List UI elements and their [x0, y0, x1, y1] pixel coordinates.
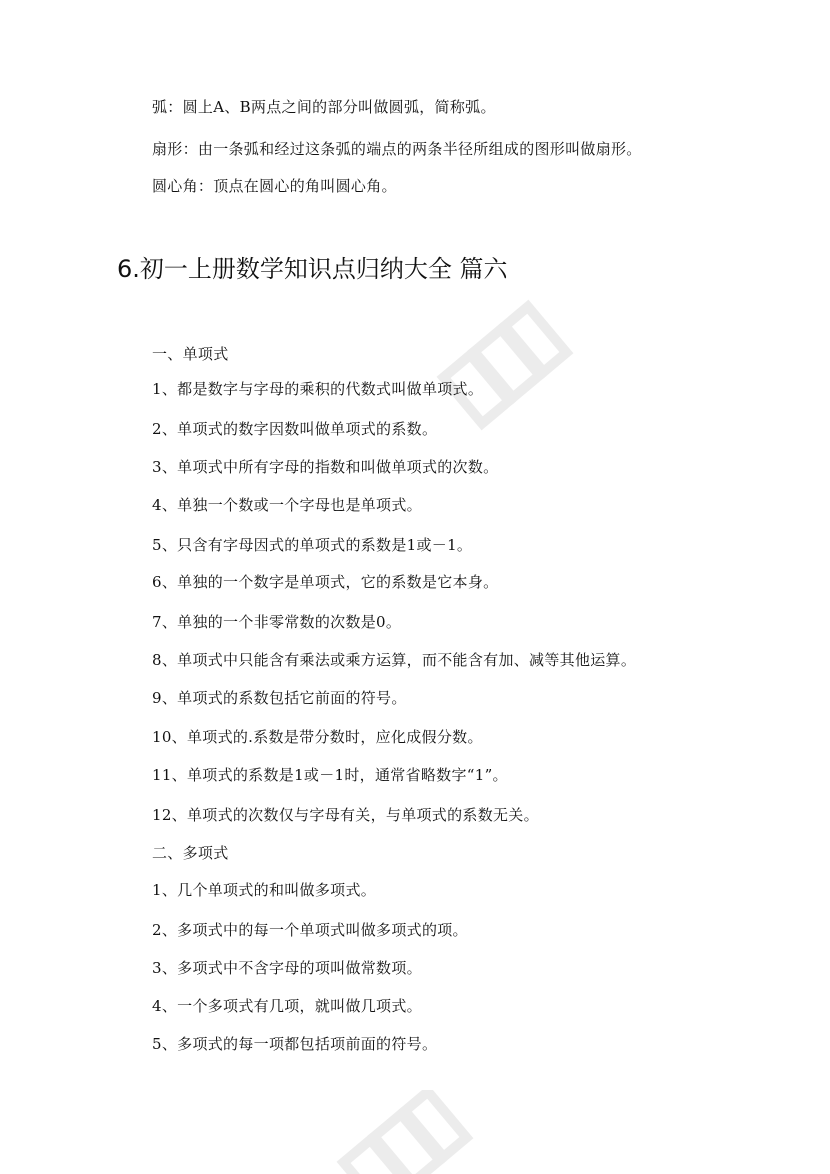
list-item: 11、单项式的系数是1或－1时，通常省略数字“1”。: [152, 766, 508, 784]
list-item: 3、多项式中不含字母的项叫做常数项。: [152, 959, 422, 977]
list-item: 7、单独的一个非零常数的次数是0。: [152, 613, 402, 631]
intro-line: 圆心角：顶点在圆心的角叫圆心角。: [152, 177, 397, 195]
list-item: 10、单项式的.系数是带分数时，应化成假分数。: [152, 728, 483, 746]
list-item: 4、单独一个数或一个字母也是单项式。: [152, 496, 422, 514]
list-item: 2、单项式的数字因数叫做单项式的系数。: [152, 420, 438, 438]
list-item: 5、只含有字母因式的单项式的系数是1或－1。: [152, 536, 473, 554]
list-item: 8、单项式中只能含有乘法或乘方运算，而不能含有加、减等其他运算。: [152, 651, 637, 669]
list-item: 6、单独的一个数字是单项式，它的系数是它本身。: [152, 573, 499, 591]
list-item: 12、单项式的次数仅与字母有关，与单项式的系数无关。: [152, 806, 539, 824]
intro-line: 扇形：由一条弧和经过这条弧的端点的两条半径所组成的图形叫做扇形。: [152, 140, 642, 158]
list-item: 2、多项式中的每一个单项式叫做多项式的项。: [152, 921, 468, 939]
list-item: 5、多项式的每一项都包括项前面的符号。: [152, 1035, 438, 1053]
list-item: 一、单项式: [152, 345, 229, 363]
list-item: 4、一个多项式有几项，就叫做几项式。: [152, 997, 422, 1015]
section-heading: 6.初一上册数学知识点归纳大全 篇六: [117, 255, 508, 283]
intro-line: 弧：圆上A、B两点之间的部分叫做圆弧，简称弧。: [152, 98, 496, 116]
list-item: 1、几个单项式的和叫做多项式。: [152, 881, 377, 899]
watermark-stamp-icon: [330, 1090, 480, 1174]
list-item: 9、单项式的系数包括它前面的符号。: [152, 689, 407, 707]
watermark-stamp-icon: [430, 290, 580, 440]
list-item: 二、多项式: [152, 844, 229, 862]
list-item: 3、单项式中所有字母的指数和叫做单项式的次数。: [152, 458, 499, 476]
list-item: 1、都是数字与字母的乘积的代数式叫做单项式。: [152, 380, 484, 398]
